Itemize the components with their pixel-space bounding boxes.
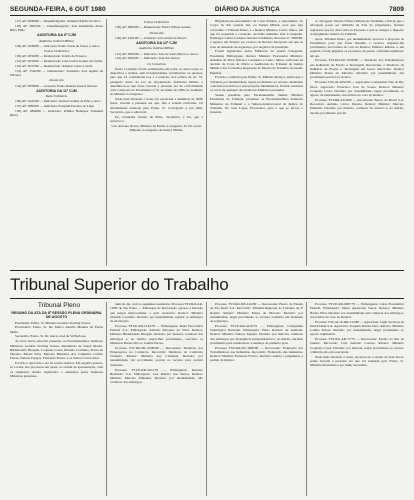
- paragraph: Processo TST-RO-DC-3538/80 — Sindicato dos Trabalhadores nas Indústrias de Fiação e Tecelagem, Recorrente, e Sindicato da Indústria de Fiação e Tecelagem em Geral, Recorrido. Relator Ministro Prates de Macedo. Decisão: por unanimidade, dar provimento parcial ao recurso.: [310, 58, 404, 80]
- column-divider: [206, 302, 207, 496]
- tribunal-title: Tribunal Superior do Trabalho: [10, 275, 229, 294]
- subsection-heading: Os Conselhos: [147, 61, 166, 66]
- entry: 131) AF. 3036/80 — Denunciado: Luiz Carlos Gomes da Cunha: [15, 59, 103, 64]
- title-rule-top: [10, 270, 404, 271]
- entry: 132) AF. 3037/80 — Denunciado: Ademar Carlos Cabral: [15, 64, 93, 69]
- upper-column-1: [10, 19, 103, 266]
- section-subheading: Tribunal Pleno: [37, 302, 81, 309]
- entry: 141) AF. 3802/80 — Indiciado: João de Assis Barros e outros: [115, 51, 199, 56]
- paragraph: Presidente: Exmo. Sr. Ministro Geraldo Starling Soares.: [15, 320, 91, 325]
- paragraph: dem do dia, com os seguintes resultados: Processo TST-RO-AR-10/80 de São Paulo — Embargos de Declaração opostos à Decisão que julgou improcedente a ação rescisória. Relator: Ministro Orlando Coutinho. Decisão: por unanimidade, rejeitar os embargos de declaração.: [110, 302, 203, 323]
- subsection-heading: Desserção: [49, 78, 64, 83]
- entry: 129) AF. 1848/80 — Indiciado: Paulo Vilela de Sousa e outros: [15, 43, 100, 48]
- entry: 133) AF. 3502/80 — Denunciado: Sebastião José Aguiar de Oliveira: [10, 68, 103, 78]
- subsection-heading: Desserção: [149, 30, 164, 35]
- subsection-heading: Rede Ordinária: [45, 94, 68, 99]
- paragraph: Procurador: Exmo. Sr. Dr. Marco Aurélio Mendes de Farias Mello.: [10, 325, 103, 334]
- paragraph: Processo TST-E-RR-3012/79 — Embargante: Petróleo Brasileiro S.A. Embargado: José Ribeiro dos Santos. Relator: Ministro Marcelo Pimentel. Decisão: por unanimidade, não conhecer dos embargos.: [110, 367, 203, 385]
- entry: 127) AF. 2846/80 — Desembargador: Aldemar Egídio da Silva: [15, 19, 101, 23]
- entry: 137) AF. 3880/80 — Indiciado: Ezequiel Ferreira de Lima: [15, 104, 94, 109]
- column-divider: [306, 302, 307, 496]
- header-journal-title: DIÁRIO DA JUSTIÇA: [214, 5, 280, 13]
- column-divider: [106, 302, 107, 496]
- lower-column-1: [10, 302, 103, 496]
- paragraph: Nesta Correição foram examinados em todos os autos todos os despachos e termos, sem irregularidades, reclamações ou queixas, pelo que foi considerada boa a Correição, nos termos do art. 53, parágrafo único da Lei de Organização Judiciária Militar, e determinou-se que fosse lavrada a presente ata de conformidade com o disposto no Provimento nº 01 de Junho de 1980, no Gabinete do Ministro Corregedor.: [110, 66, 203, 97]
- paragraph: Processo TST-RO-AR-77/79 — Recorrente: Estado do Rio de Janeiro. Recorrido: Luiz Antônio Correia. Relator: Ministro Coqueijo Costa. Decisão: por maioria, negar provimento ao recurso ordinário em ação rescisória.: [310, 337, 404, 354]
- paragraph: Foram registrados pelos Ministros da sessão Colegiada, Presidente Embargante. Relator Ministro Procurador Ministro: Aldemar da Silva, Ribeiro, Cerqueira e Castro Júnior, com base na decisão da Corte de Ofício e Auditorias do Tribunal de Justiça Militar e dos Conselhos Regionais do Direito do Trabalho, da sessão Plenária.: [210, 49, 303, 75]
- entry: 139) AF. 3863/80 — Denunciado: Paulo Wilson Gomes: [115, 25, 191, 30]
- paragraph: Secretário: Exmo. Sr. Dr. Inácio José de Sá Barbosa.: [15, 334, 87, 339]
- paragraph: Foi lida e aprovada a ata da sessão anterior. Em seguida passou-se a tratar dos processos em pauta, na ordem de apresentação, com os resultados abaixo registrados e assinados pelos Senhores Ministros presentes.: [10, 361, 103, 378]
- paragraph: Foi lido o relatório pelo Exmo. Sr. Ministro Relator, sendo que o Tribunal, por unanimidade, negou provimento ao recurso, mantendo a decisão recorrida por seus próprios fundamentos, ficando vencidos os votos de qualquer dos Senhores Ministros presentes.: [210, 75, 303, 93]
- entry: 138) AF. 3896/80 — Indiciado: Wilmar Henrique Tomazini (Réu): [10, 109, 103, 118]
- header-rule: [10, 15, 404, 16]
- entry: 130) AF. 2830/80 — Denunciado: Ivaldo da Fonseca: [15, 54, 87, 59]
- header-page-number: 7809: [389, 5, 404, 13]
- lower-column-4: [310, 302, 404, 496]
- paragraph: Sessão presidida pelo Excelentíssimo Senhor Ministro Presidente do Tribunal, presentes os Excelentíssimos Senhores Ministros do Tribunal e o Subprocurador-Geral da Justiça do Trabalho, Dr. José Lopes, Procurador, para o que se lavrou o presente.: [210, 93, 303, 115]
- column-divider: [306, 19, 307, 266]
- entry: 140) AF. 2301/80 — Acusado: João André de Moura: [115, 35, 187, 40]
- paragraph: Após, Tribunal Pleno, por unanimidade, aprovou a proposta da Presidência para que fosse mantido o recurso, negando-lhe provimento, nos termos do voto do Relator, Ministro Relator, e, em seguida, foram julgados os processos da pauta, conforme registrado em ata.: [310, 36, 404, 58]
- section-heading: AUDITORIA DA 6ª CJM: [37, 33, 76, 38]
- paragraph: Processo TST-RO-DC-2200/80 — Recorrente: Sindicato dos Empregados no Comércio. Recorrido: Sindicato do Comércio Varejista. Relator: Ministro Ary Campista. Decisão: por unanimidade, dar provimento parcial ao recurso para excluir cláusulas.: [110, 345, 203, 367]
- entry: 128) AF. 3891/80 — Desembargador: José Guimarães Alves Brito Filho: [10, 23, 103, 33]
- signature-line: Gal. Antonio Neves, Ministro de Estado Corregedor, Sr. Dr. Lucas Pimenta, Corregedor da Justiça Militar.: [111, 123, 202, 133]
- entry: 134) AF. 3838/80 — Acusado: Paulo Rubens Guerra Moraes: [15, 83, 98, 88]
- section-heading: AUDITORIA DA 11ª CJM: [36, 88, 77, 93]
- entry: 136) AF. 1641/80 — Indiciado: Juvenal Gomes de Pilar e outro: [15, 99, 101, 104]
- paragraph: Eu, Clemente Jacinto de Brito, Secretário, e Eu, que a subscrevo.: [110, 114, 203, 124]
- column-divider: [206, 19, 207, 266]
- subsection-heading: Auditoria Judicial Militar: [38, 38, 75, 43]
- paragraph: Processo TST-RO-DC-3090/80 — Recorrente: Federação dos Trabalhadores nas Indústrias. Recorrido: Federação das Indústrias. Relator: Ministro Fernando Franco. Decisão: adiado o julgamento a pedido do Relator.: [210, 345, 303, 363]
- paragraph: Processo TST-AG-E-RR-512/80 — Agravante: Light Serviços de Eletricidade S.A. Agravado: Joaquim Pereira Neto. Relator: Ministro Lomba Ferraz. Decisão: por unanimidade, negar provimento ao agravo regimental.: [310, 319, 404, 337]
- section-heading: AUDITORIA DA 12ª CJM: [136, 41, 177, 45]
- header-date: SEGUNDA-FEIRA, 6 OUT 1980: [10, 5, 106, 13]
- page-header: [10, 3, 404, 15]
- lower-column-3: [210, 302, 303, 496]
- entry: 142) AF. 3803/80 — Indiciado: José dos Santos: [115, 56, 180, 61]
- paragraph: Processo TST-RO-MS-144/80 — Recorrente: Banco do Estado de São Paulo S.A. Recorrido: Tribunal Regional do Trabalho da 2ª Região. Relator: Ministro Prates de Macedo. Decisão: por unanimidade, negar provimento ao recurso ordinário em mandado de segurança.: [210, 302, 303, 323]
- paragraph: Nada mais havendo a tratar, encerrou-se a sessão às doze horas, sendo lavrada a presente ata que vai assinada pelo Exmo. Sr. Ministro Presidente e por mim, Secretário.: [310, 354, 404, 368]
- paragraph: Processo TST-E-RR-4410/79 — Embargante: Companhia Siderúrgica Nacional. Embargado: Paulo Roberto de Andrade. Relator: Ministro Nelson Tapajós. Decisão: por maioria, conhecer dos embargos por divergência jurisprudencial e, no mérito, dar-lhes provimento para restabelecer a sentença de primeiro grau.: [210, 323, 303, 345]
- paragraph: Processo TST-E-RR-1544/79 — Embargante: Rede Ferroviária Federal S.A. Embargado: Antônio Marques da Silva. Relator: Ministro Hildebrando Bisaglia. Decisão: por maioria, conhecer dos embargos e, no mérito, negar-lhes provimento, vencidos os Ministros Barata Silva e Lomba Ferraz.: [110, 323, 203, 345]
- paragraph: ao advogado, Doutor Ubiraci Ribeiro de Saldanha, a fim de que a advogada possa ser intimada da data do julgamento, ficando registrado que foi dada vista ao Processo e que se cumpra o disposto no Regimento Interno do Tribunal.: [310, 19, 404, 36]
- title-rule-bottom: [10, 298, 404, 299]
- paragraph: Nada mais havendo a tratar, foi encerrada a audiência às 18:00 horas, lavrada a presente ata que, lida e achada conforme, vai devidamente assinada pelo Exmo. Sr. Corregedor e por mim, Secretário, que a subscrevi.: [110, 97, 203, 114]
- upper-column-3: [210, 19, 303, 266]
- subsection-heading: Fomos Ordinários: [143, 20, 170, 24]
- upper-column-2: [110, 19, 203, 266]
- lower-column-2: [110, 302, 203, 496]
- paragraph: Às nove horas estavam presentes os Excelentíssimos Senhores Ministros Geraldo Starling Soares, Raymundo de Souza Moura, Hildebrando Bisaglia, Coqueijo Costa, Orlando Coutinho, Prates de Macedo, Barata Silva, Marcelo Pimentel, Ary Campista, Lomba Ferraz, Nelson Tapajós, Fernando Franco e os Juízes Convocados.: [10, 339, 103, 361]
- subsection-heading: Auditoria Judicial Militar: [138, 46, 175, 51]
- minutes-heading: RESUMO DA ATA DA 8ª SESSÃO PLENA ORDINÁRIA DE AGOSTO: [11, 311, 102, 320]
- paragraph: Processo TST-E-RR-2987/79 — Embargante: Caixa Econômica Federal. Embargado: Maria Aparecida Souza. Relator: Ministro Barata Silva. Decisão: por unanimidade, não conhecer dos embargos, nos termos do voto do Relator.: [310, 302, 404, 319]
- paragraph: Processo TST-RR-2216/80 — Recorrente: Banco do Brasil S.A. Recorrido: Antônio Carlos Pereira. Relator: Ministro Marcelo Pimentel. Decisão: por maioria, conhecer do recurso e, no mérito, dar-lhe provimento parcial.: [310, 97, 404, 115]
- upper-column-4: [310, 19, 404, 266]
- paragraph: Processo TST-AI-4052/80 — Agravante: Companhia Vale do Rio Doce. Agravado: Francisco José de Souza. Relator: Ministro Coqueijo Costa. Decisão: por unanimidade, negar provimento ao agravo de instrumento, nos termos do voto do Relator.: [310, 80, 404, 98]
- column-divider: [106, 19, 107, 266]
- paragraph: Brigadeiro-da-Aeronáutica de Corte Paraíba, e Aeronáutico do Corpo do Rio Grande Sul, na Justiça Militar, para que seja concedido o Tribunal Pleno, e o Relator Ministro Castro Júnior, em que foi requerida a correição. Acórdão unânime. Juiz Corregedor. Embargos Carlos Campos, Recurso Ordinário, Processo nº 3838/80, e Agravo em Petição por recurso de Revista interposto em que se trata de mandado de segurança, por negativa de prestação.: [210, 19, 303, 49]
- subsection-heading: Fomos Ordinários: [43, 49, 70, 54]
